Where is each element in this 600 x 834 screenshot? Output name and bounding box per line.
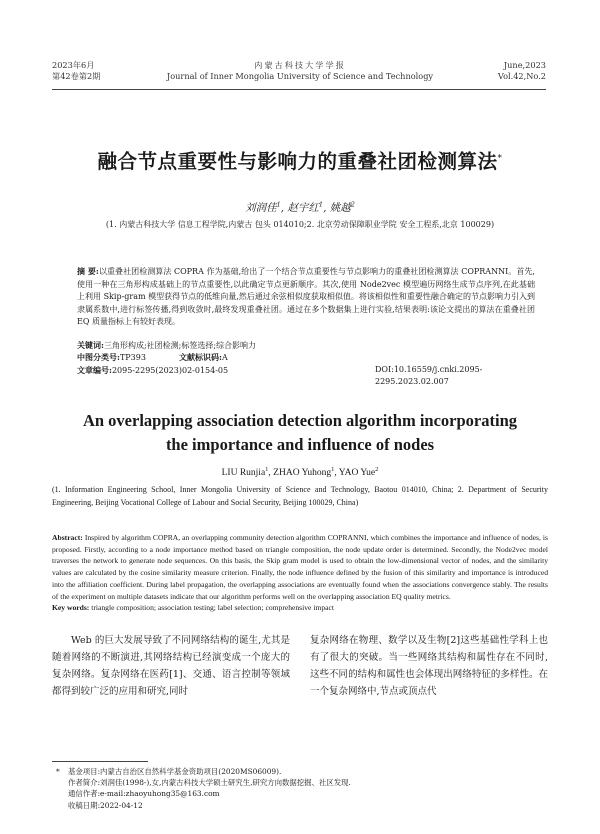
clc-value: TP393: [119, 353, 146, 362]
paper-title-en: [40, 409, 560, 457]
article-number-line: [77, 364, 535, 386]
author-name: YAO Yue: [338, 468, 376, 479]
footnote-author-bio: 作者简介:刘润佳(1998-),女,内蒙古科技大学硕士研究生,研究方向数据挖掘、社区发现.: [68, 778, 351, 788]
author-name: LIU Runjia: [221, 468, 266, 479]
abstract-cn: [77, 265, 535, 329]
doc-code-value: A: [222, 353, 228, 362]
author-affil-mark: 1: [265, 466, 269, 473]
footnotes: [56, 766, 538, 811]
author-name: ZHAO Yuhong: [273, 468, 332, 479]
author-name: 刘润佳: [245, 202, 277, 214]
footnote-funding: 基金项目:内蒙古自治区自然科学基金资助项目(2020MS06009).: [68, 767, 282, 776]
header-date-en: June,2023: [503, 60, 546, 70]
author-affil-mark: 1: [276, 200, 281, 209]
keywords-text-en: triangle composition; association testing; label selection; comprehensive impact: [91, 603, 334, 613]
running-header-right: [498, 60, 546, 82]
header-date-cn: 2023年6月: [52, 60, 95, 70]
body-column-left: Web 的巨大发展导致了不同网络结构的诞生,尤其是随着网络的不断演进,其网络结构已经演变成一个庞大的复杂网络。复杂网络在医药[1]、交通、语言控制等领域都得到较广泛的应用和研究,同时: [52, 635, 290, 697]
author-affil-mark: 1: [318, 200, 324, 209]
affiliation-en: (1. Information Engineering School, Inner Mongolia University of Science and Technology, Baotou 014010, China; 2. Department of Security Engineering, Beijing Vocational College of Labour and Social Security, Beijing 100029, China): [52, 485, 548, 507]
body-column-right: 复杂网络在物理、数学以及生物[2]这些基础性学科上也有了很大的突破。当一些网络其结构和属性存在不同时,这些不同的结构和属性也会体现出网络特征的多样性。在一个复杂网络中,节点或顶点代: [310, 635, 548, 697]
abstract-label-en: Abstract:: [52, 533, 83, 542]
header-divider: [52, 89, 546, 90]
classification-line: [77, 351, 535, 364]
footnote-corresponding-email: 通信作者:e-mail:zhaoyuhong35@163.com: [68, 789, 220, 799]
doi-value: 10.16559/j.cnki.2095-2295.2023.02.007: [375, 365, 483, 386]
doi-label: DOI:: [375, 365, 394, 374]
footnote-divider: [52, 761, 148, 762]
journal-name-en: Journal of Inner Mongolia University of Science and Technology: [166, 71, 434, 81]
author-affil-mark: 1: [331, 466, 335, 473]
title-footnote-mark: *: [497, 153, 503, 164]
running-header-center: [160, 60, 440, 82]
paper-title-cn: [40, 146, 560, 174]
author-list-cn: 刘润佳$^1$, 赵宇红$^1$, 姚越$^2$: [245, 200, 355, 214]
author-affil-mark: 2: [350, 200, 355, 209]
author-name: 赵宇红: [287, 202, 319, 214]
author-affil-mark: 2: [375, 466, 379, 473]
doc-code-label: 文献标识码:: [179, 352, 222, 362]
paper-title-cn-text: 融合节点重要性与影响力的重叠社团检测算法: [97, 150, 498, 173]
header-issue-en: Vol.42,No.2: [497, 71, 546, 81]
paper-title-en-line1: An overlapping association detection algorithm incorporating: [82, 411, 518, 430]
keywords-label-en: Key words:: [52, 603, 90, 613]
header-issue-cn: 第42卷第2期: [52, 71, 101, 81]
running-header-left: [52, 60, 100, 82]
keywords-text-cn: 三角形构成;社团检测;标签选择;综合影响力: [103, 341, 257, 350]
footnote-received-date: 收稿日期:2022-04-12: [68, 800, 143, 810]
clc-label: 中图分类号:: [77, 352, 120, 362]
affiliation-cn: (1. 内蒙古科技大学 信息工程学院,内蒙古 包头 014010;2. 北京劳动保障职业学院 安全工程系,北京 100029): [105, 220, 495, 229]
keywords-en: [52, 602, 548, 614]
doi-line: [375, 364, 535, 388]
author-name: 姚越: [329, 202, 351, 214]
abstract-text-en: Inspired by algorithm COPRA, an overlapping community detection algorithm COPRANNI, which combines the importance and influence of nodes, is proposed. Firstly, according to a node importance method based on triangle composition, the node update order is determined. Secondly, the Node2vec model traverses the network to generate node sequences. On this basis, the Skip gram model is used to obtain the low-dimensional vector of nodes, and the similarity values are calculated by the cosine similarity measure criterion. Finally, the node influence defined by the fusion of this similarity and importance is introduced into the affiliation coefficient. During label propagation, the overlapping associations are eventually found when the associations convergence stably. The results of the experiment on multiple datasets indicate that our algorithm performs well on the overlapping association EQ quality metrics.: [52, 533, 548, 601]
journal-name-cn: 内蒙古科技大学学报: [254, 60, 346, 70]
author-list-en: LIU Runjia$^1$, ZHAO Yuhong$^1$, YAO Yue$^2$: [221, 466, 379, 479]
abstract-en: [52, 532, 548, 614]
article-no-value: 2095-2295(2023)02-0154-05: [111, 366, 229, 375]
abstract-text-cn: 以重叠社团检测算法 COPRA 作为基础,给出了一个结合节点重要性与节点影响力的重叠社团检测算法 COPRANNI。首先,使用一种在三角形构成基础上的节点重要性,以此确定节点更新顺序。其次,使用 Node2vec 模型遍历网络生成节点序列,在此基础上利用 Skip-gram 模型获得节点的低维向量,然后通过余弦相似度获取相似值。将该相似性和重要性融合确定的节点影响力引入到隶属系数中,进行标签传播,得到收敛时,最终发现重叠社团。通过在多个数据集上进行实验,结果表明:该论文提出的算法在重叠社团 EQ 质量指标上有较好表现。: [77, 267, 535, 326]
keywords-label-cn: 关键词:: [77, 340, 104, 350]
paper-title-en-line2: the importance and influence of nodes: [165, 435, 435, 454]
article-no-label: 文章编号:: [77, 365, 112, 375]
footnote-star-mark: *: [56, 767, 60, 776]
abstract-label-cn: 摘 要:: [77, 266, 99, 276]
